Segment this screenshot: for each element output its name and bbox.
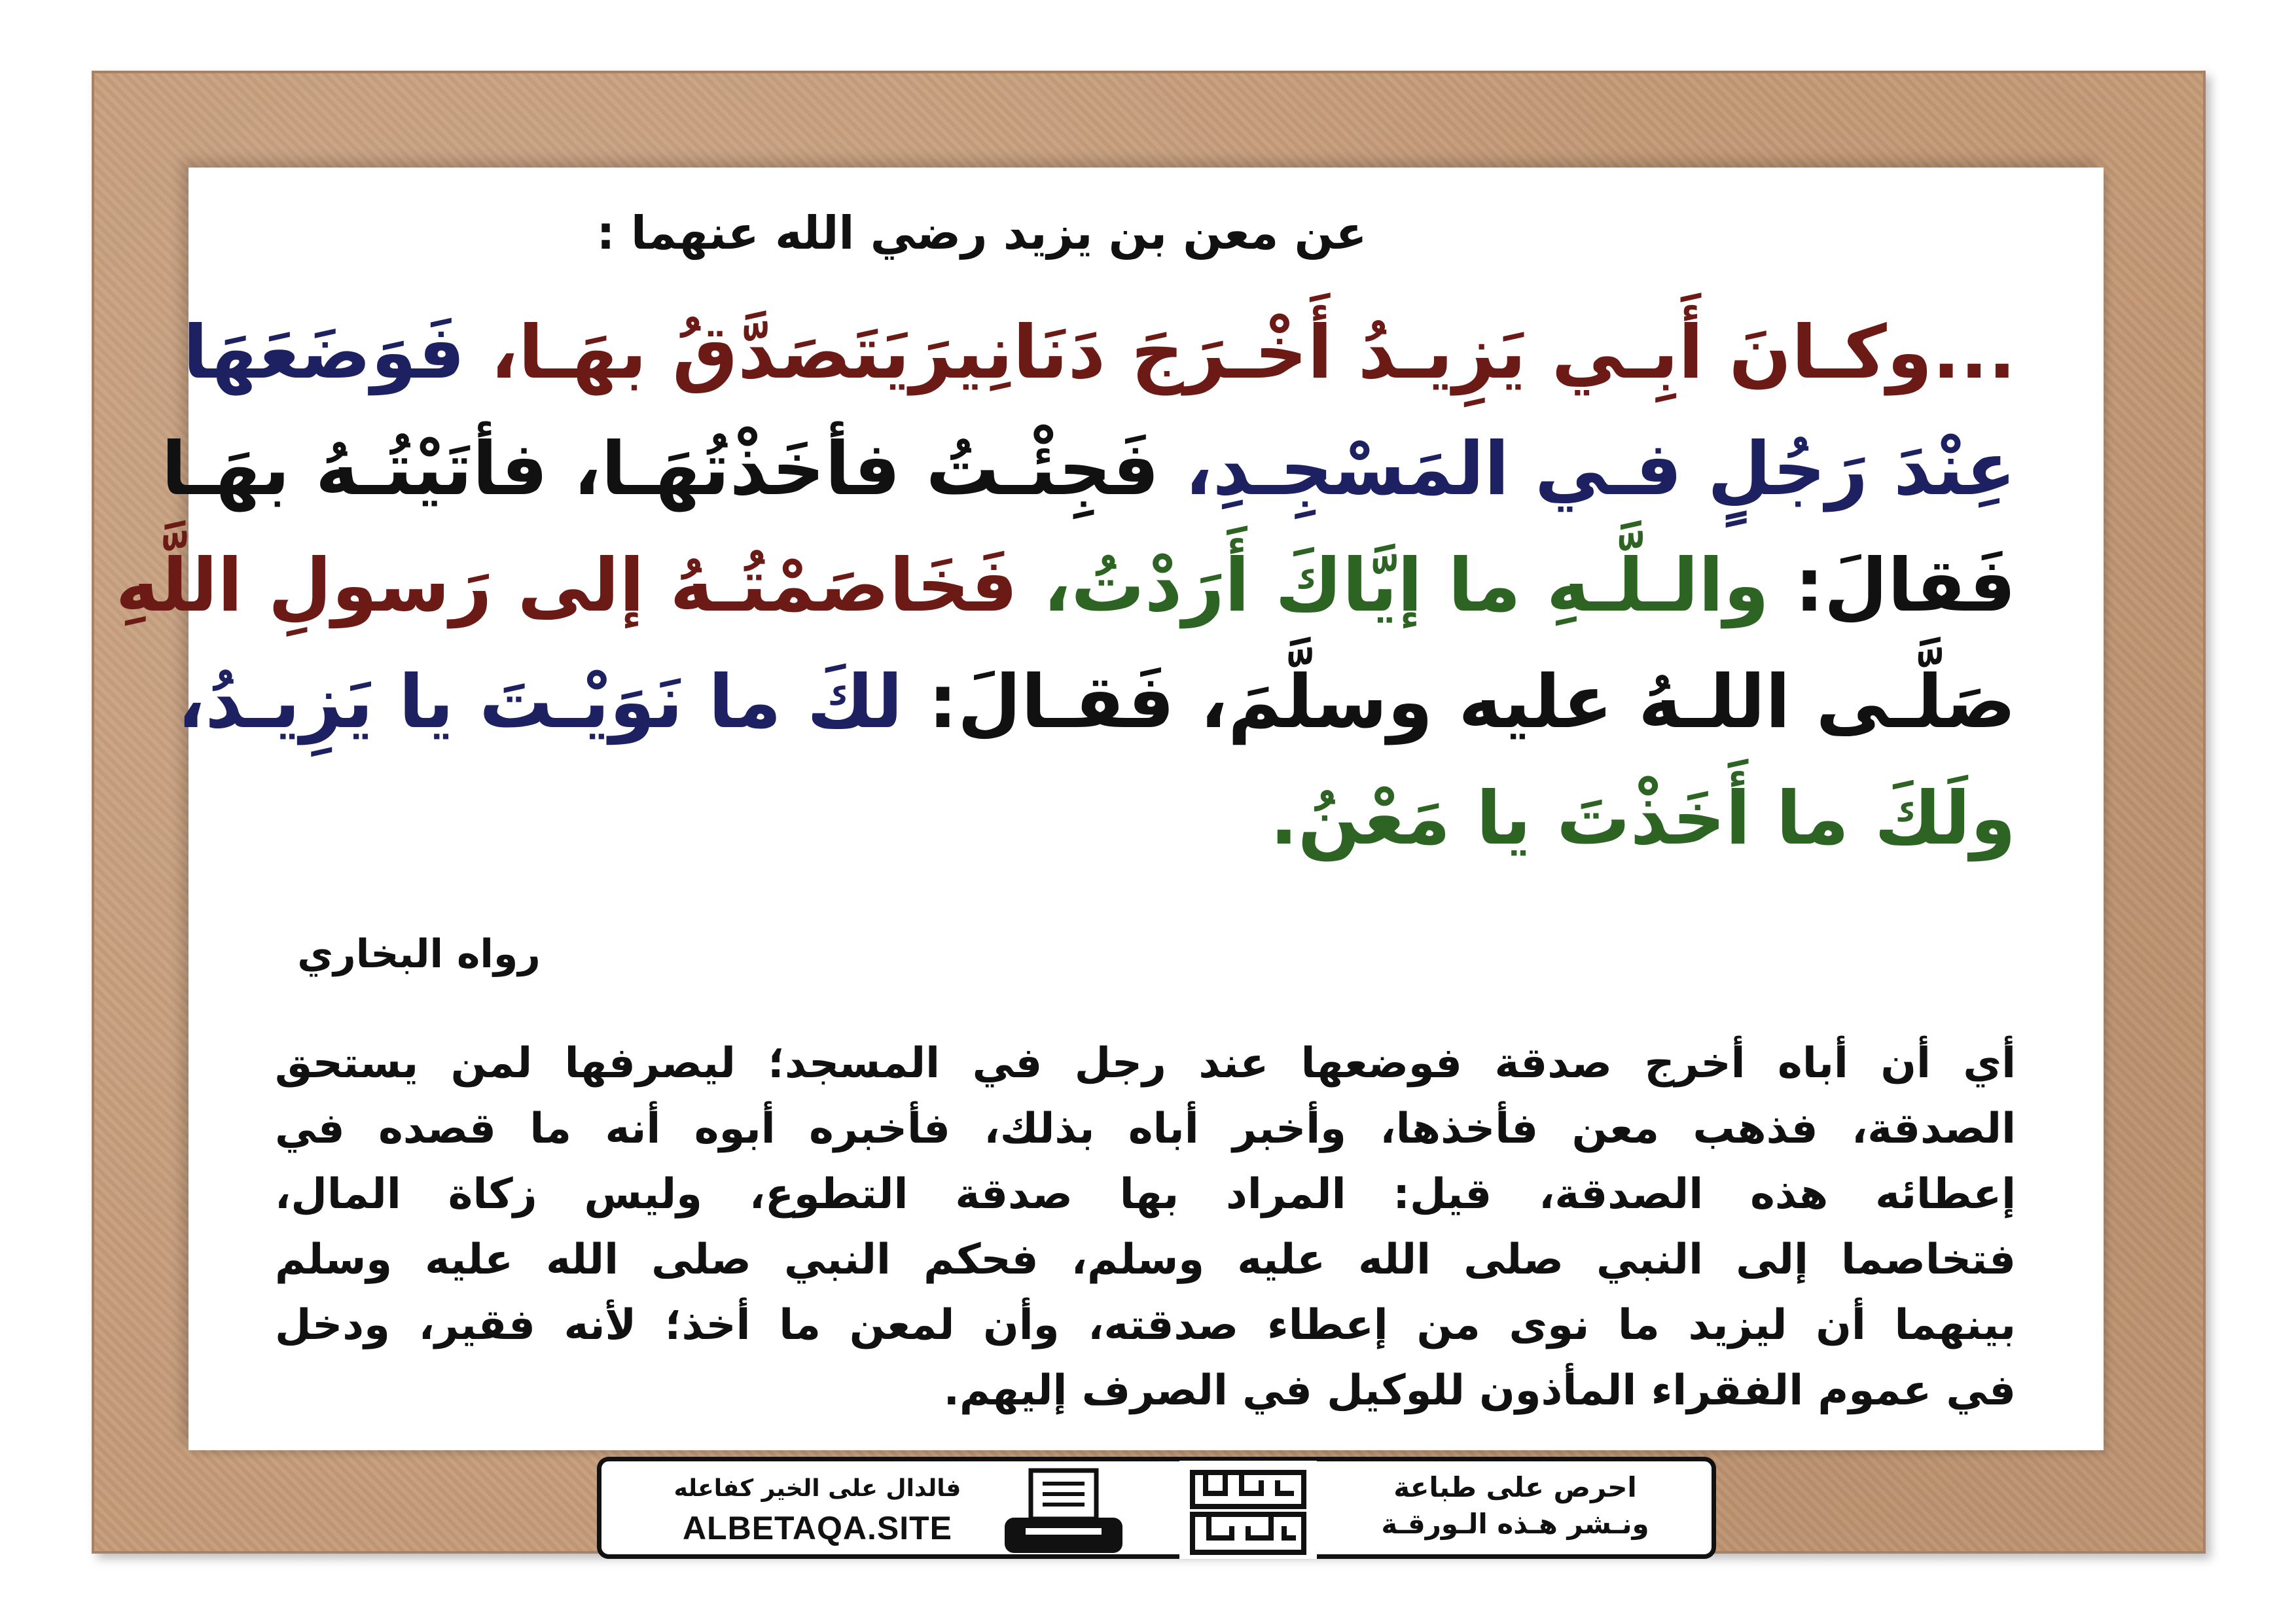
hadith-source: رواه البخاري [297, 931, 541, 977]
hadith-segment: فَوَضَعَهَا [183, 310, 465, 395]
motto-text: فالدال على الخير كفاعله [673, 1475, 961, 1502]
hadith-segment: لكَ ما نَوَيْـتَ يا يَزِيـدُ، [177, 660, 903, 745]
hadith-segment: فَخَاصَمْتُـهُ إلى رَسولِ اللَّهِ [115, 543, 1018, 628]
hadith-segment: فَجِئْـتُ فأخَذْتُهَـا، فأتَيْتُـهُ بهَـا [161, 427, 1160, 512]
hadith-line [183, 294, 2016, 411]
hadith-segment: ...وكـانَ أَبِـي يَزِيـدُ أَخْـرَجَ دَنَانِيرَيَتَصَدَّقُ بهَـا، [465, 310, 2016, 395]
logo-text: دعوة الورقة [1248, 1513, 1251, 1514]
hadith-line [161, 411, 2016, 527]
hadith-line [262, 760, 2016, 877]
site-link[interactable]: ALBETAQA.SITE [682, 1510, 953, 1546]
print-reminder-line: احرص على طباعة [1393, 1471, 1637, 1503]
hadith-segment: والـلَّـهِ ما إيَّاكَ أَرَدْتُ، [1017, 543, 1770, 628]
site-block [628, 1471, 1007, 1552]
explanation-line: إعطائه هذه الصدقة، قيل: المراد بها صدقة التطوع، وليس زكاة المال، [275, 1170, 2016, 1219]
explanation-line: أي أن أباه أخرج صدقة فوضعها عند رجل في المسجد؛ ليصرفها لمن يستحق [275, 1039, 2016, 1088]
hadith-segment: صَلَّـى اللـهُ عليه وسلَّمَ، فَقـالَ: [903, 660, 2016, 745]
hadith-line [115, 527, 2016, 644]
hadith-segment: فَقالَ: [1769, 543, 2016, 628]
printer-icon [999, 1467, 1128, 1557]
print-reminder [1345, 1469, 1685, 1550]
hadith-segment: عِنْدَ رَجُلٍ فـي المَسْجِـدِ، [1159, 427, 2016, 512]
hadith-text [115, 294, 2016, 995]
explanation-line: بينهما أن ليزيد ما نوى من إعطاء صدقته، وأن لمعن ما أخذ؛ لأنه فقير، ودخل [275, 1301, 2016, 1349]
dawat-alwaraqa-logo [1179, 1461, 1317, 1559]
explanation-text [275, 1031, 2016, 1423]
explanation-line: الصدقة، فذهب معن فأخذها، وأخبر أباه بذلك، فأخبره أبوه أنه ما قصده في [275, 1105, 2016, 1153]
hadith-segment: ولَكَ ما أَخَذْتَ يا مَعْنُ. [1270, 776, 2016, 861]
print-reminder-line: ونـشر هـذه الـورقـة [1381, 1508, 1649, 1540]
explanation-line: فتخاصما إلى النبي صلى الله عليه وسلم، فحكم النبي صلى الله عليه وسلم [275, 1236, 2016, 1284]
footer-banner [597, 1457, 1716, 1559]
hadith-line [177, 644, 2016, 760]
narrator-heading: عن معن بن يزيد رضي الله عنهما : [596, 206, 1367, 260]
explanation-line: في عموم الفقراء المأذون للوكيل في الصرف إليهم. [943, 1366, 2016, 1415]
